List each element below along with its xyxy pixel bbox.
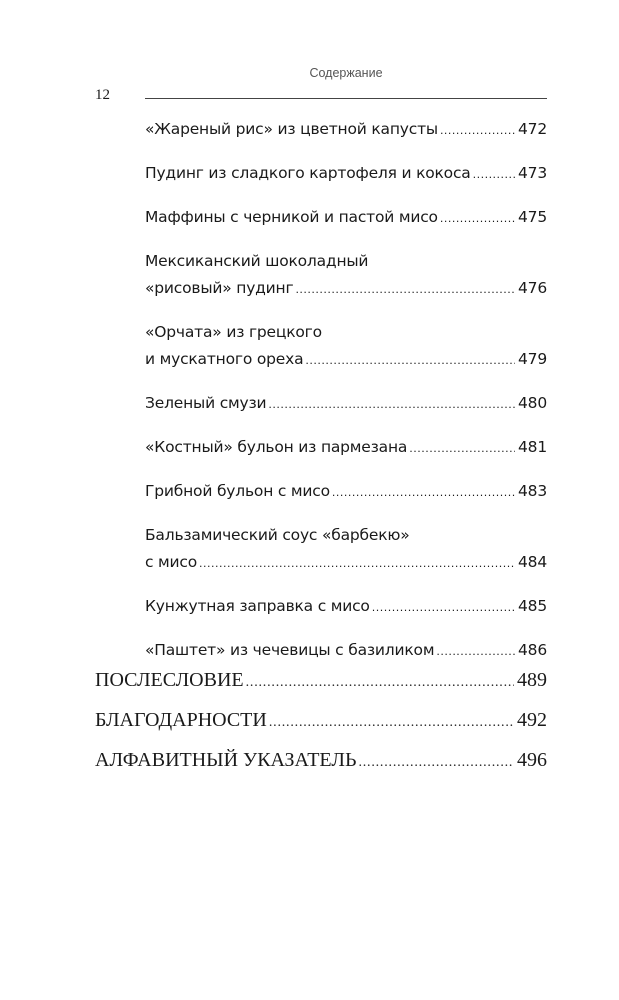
toc-entry xyxy=(145,204,547,232)
dot-leader xyxy=(440,205,515,232)
entry-title-line-1: Мексиканский шоколадный xyxy=(145,252,369,270)
entry-title-line-2: и мускатного ореха xyxy=(145,350,304,368)
entry-title: Пудинг из сладкого картофеля и кокоса xyxy=(145,164,471,182)
dot-leader xyxy=(269,703,514,743)
main-entry-title: ПОСЛЕСЛОВИЕ xyxy=(95,669,244,691)
toc-entry xyxy=(145,319,547,374)
dot-leader xyxy=(358,743,514,783)
dot-leader xyxy=(295,276,515,303)
header-rule xyxy=(145,98,547,99)
toc-entry xyxy=(145,390,547,418)
entry-title: «Жареный рис» из цветной капусты xyxy=(145,120,438,138)
dot-leader xyxy=(268,391,515,418)
running-header: Содержание xyxy=(309,66,383,80)
entry-title: Кунжутная заправка с мисо xyxy=(145,597,370,615)
dot-leader xyxy=(473,161,515,188)
toc-entry xyxy=(145,434,547,462)
toc-entry xyxy=(145,593,547,621)
entry-title-line-2: с мисо xyxy=(145,553,198,571)
main-entry-title: АЛФАВИТНЫЙ УКАЗАТЕЛЬ xyxy=(95,749,357,771)
entry-title: Грибной бульон с мисо xyxy=(145,482,330,500)
main-entry-page: 496 xyxy=(517,749,547,771)
entry-page: 479 xyxy=(518,350,547,368)
entry-title: «Паштет» из чечевицы с базиликом xyxy=(145,641,435,659)
toc-entries xyxy=(145,116,547,681)
dot-leader xyxy=(372,594,515,621)
dot-leader xyxy=(246,663,514,703)
entry-page: 480 xyxy=(518,394,547,412)
entry-page: 472 xyxy=(518,120,547,138)
entry-page: 481 xyxy=(518,438,547,456)
main-toc-entry-afterword xyxy=(95,660,547,700)
entry-page: 473 xyxy=(518,164,547,182)
page-number: 12 xyxy=(95,87,110,103)
entry-title: Маффины с черникой и пастой мисо xyxy=(145,208,438,226)
toc-entry xyxy=(145,116,547,144)
entry-page: 484 xyxy=(518,553,547,571)
entry-page: 485 xyxy=(518,597,547,615)
toc-entry xyxy=(145,522,547,577)
dot-leader xyxy=(305,347,515,374)
entry-title-line-1: «Орчата» из грецкого xyxy=(145,323,322,341)
entry-title: «Костный» бульон из пармезана xyxy=(145,438,408,456)
toc-entry xyxy=(145,160,547,188)
dot-leader xyxy=(409,435,515,462)
entry-page: 475 xyxy=(518,208,547,226)
dot-leader xyxy=(199,550,515,577)
main-entry-page: 489 xyxy=(517,669,547,691)
main-toc-entry-index xyxy=(95,740,547,780)
dot-leader xyxy=(440,117,515,144)
entry-page: 476 xyxy=(518,279,547,297)
main-entry-title: БЛАГОДАРНОСТИ xyxy=(95,709,267,731)
entry-title-line-1: Бальзамический соус «барбекю» xyxy=(145,526,410,544)
main-toc-entries xyxy=(95,660,547,780)
toc-entry xyxy=(145,478,547,506)
entry-title-line-2: «рисовый» пудинг xyxy=(145,279,294,297)
entry-title: Зеленый смузи xyxy=(145,394,267,412)
toc-entry xyxy=(145,248,547,303)
main-toc-entry-acknowledgements xyxy=(95,700,547,740)
dot-leader xyxy=(332,479,515,506)
main-entry-page: 492 xyxy=(517,709,547,731)
entry-page: 486 xyxy=(518,641,547,659)
entry-page: 483 xyxy=(518,482,547,500)
